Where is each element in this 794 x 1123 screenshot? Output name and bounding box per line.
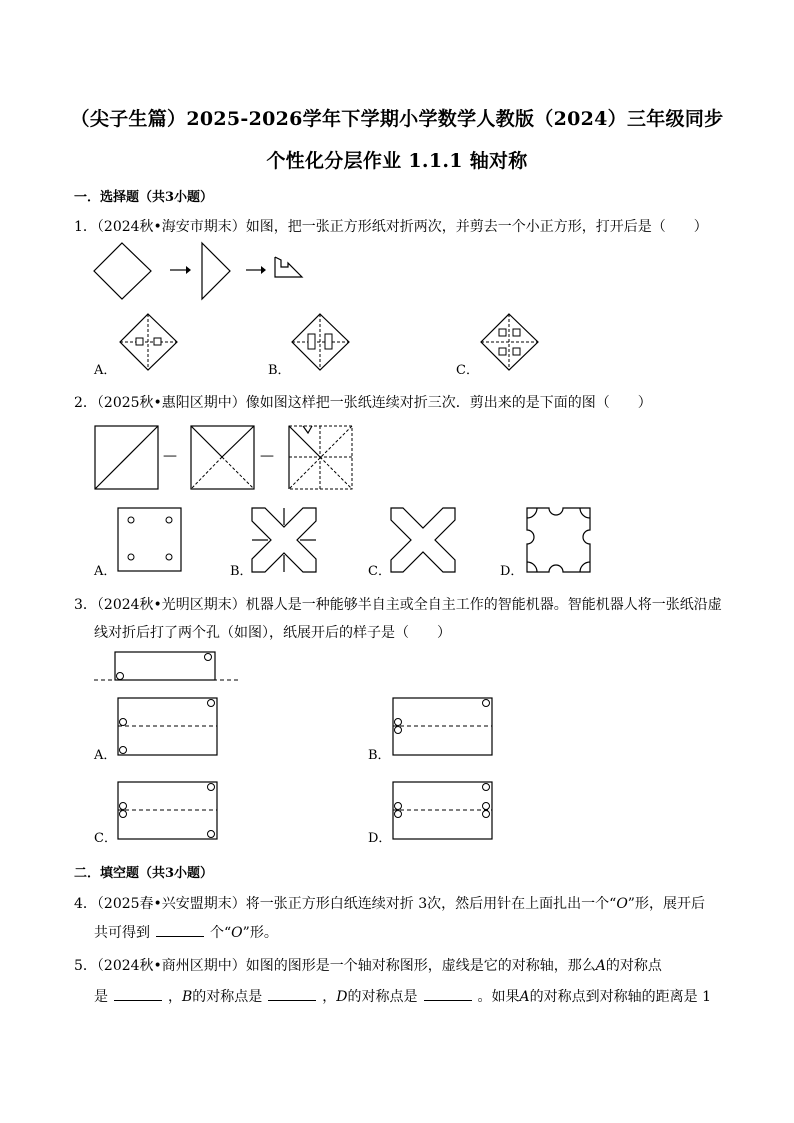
q3-option-d-label[interactable]: D．	[368, 831, 392, 846]
q4-answer-blank[interactable]	[156, 924, 204, 937]
page-title-line2: 个性化分层作业 1.1.1 轴对称	[266, 150, 528, 172]
q3-option-a-label[interactable]: A．	[94, 748, 117, 763]
q5-point-a-2: A	[519, 989, 530, 1005]
q5-point-d: D	[336, 989, 348, 1005]
q1-option-b-label[interactable]: B．	[268, 363, 291, 378]
q5-point-a: A	[595, 958, 606, 974]
question-3-text-line2: 线对折后打了两个孔（如图），纸展开后的样子是（ ）	[94, 625, 451, 641]
section-heading-fill-in: 二．填空题（共3小题）	[74, 866, 214, 881]
q1-option-a-label[interactable]: A．	[94, 363, 117, 378]
question-4-line2	[94, 922, 278, 942]
q4-line1-text-b: ”形，展开后	[627, 896, 705, 912]
page-title-line1: （尖子生篇）2025-2026学年下学期小学数学人教版（2024）三年级同步	[70, 108, 724, 130]
q4-line2-text-b: 个“	[210, 925, 232, 941]
question-3-text-line1: 3．（2024秋•光明区期末）机器人是一种能够半自主或全自主工作的智能机器。智能机器人将一张纸沿虚	[74, 597, 722, 613]
q2-option-b-label[interactable]: B．	[230, 564, 253, 579]
question-5-line1	[74, 955, 662, 975]
q5-line2-text-b: ，	[168, 989, 182, 1005]
question-4-line1	[74, 893, 705, 913]
q5-answer-blank-1[interactable]	[114, 988, 162, 1001]
q2-option-a-label[interactable]: A．	[94, 564, 117, 579]
q4-o-letter-2: O	[231, 925, 243, 941]
q5-line1-text-b: 的对称点	[605, 958, 662, 974]
question-5-line2	[94, 986, 711, 1006]
q2-dash-2: —	[260, 448, 274, 464]
q4-line2-text-c: ”形。	[242, 925, 278, 941]
q5-line2-text-g: 的对称点到对称轴的距离是 1	[529, 989, 712, 1005]
q5-line2-text-a: 是	[94, 989, 108, 1005]
q5-line2-text-c: 的对称点是	[192, 989, 263, 1005]
q3-option-c-label[interactable]: C．	[94, 831, 117, 846]
q5-line1-text-a: 5．（2024秋•商州区期中）如图的图形是一个轴对称图形，虚线是它的对称轴，那么	[74, 958, 596, 974]
q5-answer-blank-3[interactable]	[424, 988, 472, 1001]
question-2-text: 2．（2025秋•惠阳区期中）像如图这样把一张纸连续对折三次．剪出来的是下面的图（ ）	[74, 395, 652, 411]
question-1-text: 1．（2024秋•海安市期末）如图，把一张正方形纸对折两次，并剪去一个小正方形，打开后是（ ）	[74, 219, 708, 235]
section-heading-choice: 一．选择题（共3小题）	[74, 190, 214, 205]
q4-line2-text-a: 共可得到	[94, 925, 150, 941]
q2-option-d-label[interactable]: D．	[500, 564, 524, 579]
q5-answer-blank-2[interactable]	[268, 988, 316, 1001]
q2-dash-1: —	[163, 448, 177, 464]
q5-line2-text-e: 的对称点是	[347, 989, 418, 1005]
q4-line1-text-a: 4．（2025春•兴安盟期末）将一张正方形白纸连续对折 3次，然后用针在上面扎出一个“	[74, 896, 617, 912]
q4-o-letter: O	[616, 896, 628, 912]
q2-option-c-label[interactable]: C．	[368, 564, 391, 579]
q5-line2-text-f: 。如果	[477, 989, 520, 1005]
q5-line2-text-d: ，	[322, 989, 337, 1005]
q3-option-b-label[interactable]: B．	[368, 748, 391, 763]
q1-option-c-label[interactable]: C．	[456, 363, 479, 378]
q5-point-b: B	[182, 989, 193, 1005]
